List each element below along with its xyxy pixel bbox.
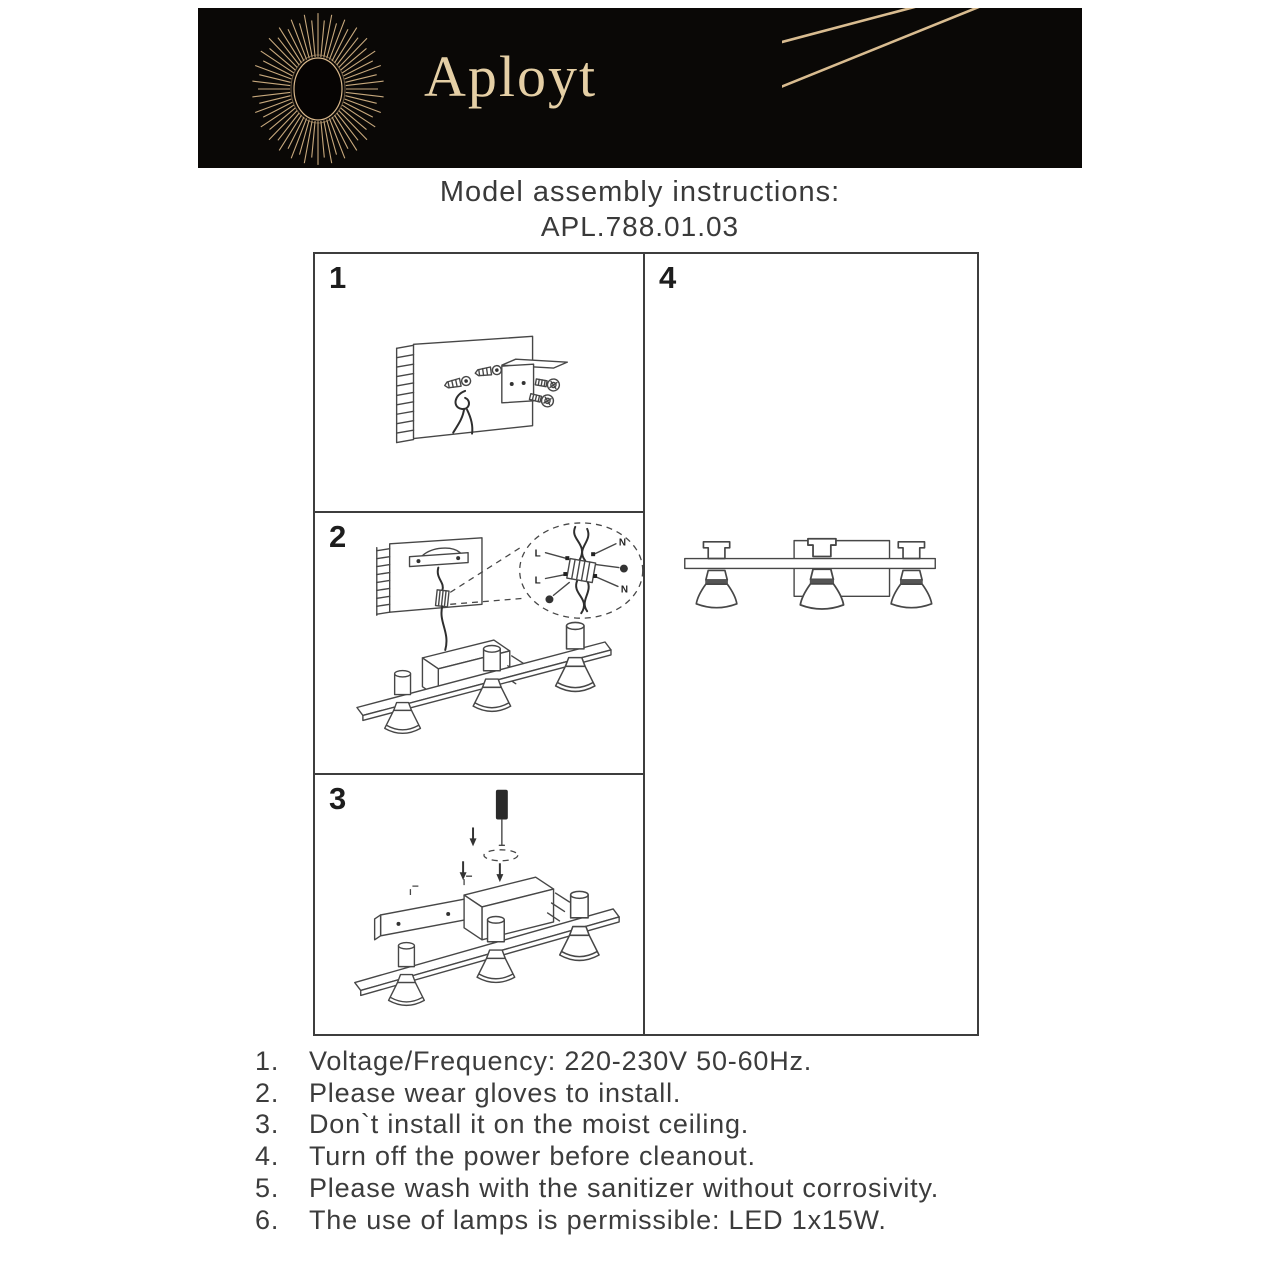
safety-notes-list (255, 1046, 1065, 1236)
wiring-label-live-2: L (534, 575, 541, 587)
step-1-number: 1 (329, 260, 347, 295)
fan-rays-decoration (782, 8, 1082, 168)
brand-name: Aployt (424, 44, 598, 109)
assembly-steps-grid (313, 252, 979, 1036)
wiring-label-live-1: L (534, 548, 541, 560)
note-item: 1. Voltage/Frequency: 220-230V 50-60Hz. (255, 1046, 813, 1076)
model-number: APL.788.01.03 (540, 211, 740, 242)
note-item: 5. Please wash with the sanitizer without corrosivity. (255, 1172, 940, 1203)
note-item: 6. The use of lamps is permissible: LED 1x15W. (255, 1204, 887, 1235)
note-item: 4. Turn off the power before cleanout. (255, 1141, 756, 1172)
step-2-diagram (315, 513, 643, 773)
starburst-logo-icon (238, 8, 398, 168)
step-3-number: 3 (329, 781, 347, 816)
page-title: Model assembly instructions: (439, 176, 841, 208)
wiring-label-neutral-1: N (618, 537, 627, 549)
step-3-diagram (315, 775, 643, 1034)
step-2-number: 2 (329, 519, 347, 554)
step-4-diagram (645, 254, 977, 1034)
note-item: 3. Don`t install it on the moist ceiling. (255, 1109, 750, 1140)
screwdriver-icon (496, 790, 508, 820)
step-3-panel (315, 775, 645, 1034)
step-2-panel (315, 513, 645, 775)
step-1-diagram (315, 254, 643, 511)
note-item: 2. Please wear gloves to install. (255, 1077, 682, 1108)
step-1-panel (315, 254, 645, 513)
brand-banner (198, 8, 1082, 168)
step-4-number: 4 (659, 260, 677, 295)
wiring-label-neutral-2: N (620, 584, 629, 596)
step-4-panel (645, 254, 977, 1034)
